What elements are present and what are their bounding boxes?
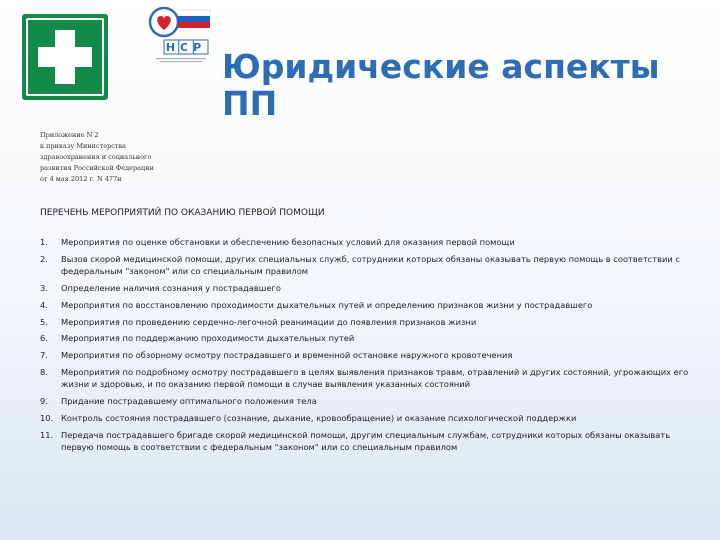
list-item-number: 2. [40,253,48,264]
flag-stripe-white [178,10,210,16]
list-item-text: Мероприятия по восстановлению проходимости дыхательных путей и определению признаков жизни у пострадавшего [61,299,593,310]
list-item-number: 11. [40,429,54,440]
order-line: к приказу Министерства [40,142,126,150]
list-item-text: Определение наличия сознания у пострадавшего [61,282,281,293]
nsr-logo-fineprint [160,61,202,62]
first-aid-cross-icon [22,14,108,100]
list-item-text: Мероприятия по оценке обстановки и обеспечению безопасных условий для оказания первой помощи [61,237,515,247]
nsr-logo-fineprint [156,58,206,59]
list-item-number: 10. [40,413,54,424]
list-item-number: 1. [40,237,48,247]
list-item-text: Мероприятия по поддержанию проходимости дыхательных путей [61,333,355,344]
order-line: Приложение N 2 [40,131,99,139]
list-item-number: 4. [40,299,48,310]
list-item [40,395,690,407]
list-item [40,253,690,277]
list-item [40,282,690,294]
list-item [40,366,690,390]
list-heading: ПЕРЕЧЕНЬ МЕРОПРИЯТИЙ ПО ОКАЗАНИЮ ПЕРВОЙ ПОМОЩИ [40,208,325,218]
list-item [40,349,690,361]
order-line: от 4 мая 2012 г. N 477н [40,175,122,183]
list-item [40,332,690,344]
list-item-text: Придание пострадавшему оптимального положения тела [61,396,317,407]
list-item [40,236,690,248]
measures-list [40,236,690,458]
list-item [40,412,690,424]
list-item [40,429,690,453]
first-aid-cross-horizontal-bar [38,47,92,67]
list-item-number: 5. [40,316,48,327]
list-item-number: 8. [40,367,48,378]
list-item [40,316,690,328]
list-item-number: 7. [40,350,48,361]
list-item-text: Мероприятия по проведению сердечно-легочной реанимации до появления признаков жизни [61,316,477,327]
order-line: здравоохранения и социального [40,153,152,161]
order-reference [40,130,154,185]
list-item-text: Контроль состояния пострадавшего (сознание, дыхание, кровообращение) и оказание психологической поддержки [61,413,577,424]
order-line: развития Российской Федерации [40,164,154,172]
list-item-text: Передача пострадавшего бригаде скорой медицинской помощи, другим специальным службам, сотрудники которых обязаны оказывать первую помощь в соответствии с федеральным "законом" или со специальным правилом [61,429,671,452]
list-item-number: 9. [40,396,48,407]
list-item-number: 6. [40,333,48,344]
list-item-text: Мероприятия по подробному осмотру пострадавшего в целях выявления признаков травм, отравлений и других состояний, угрожающих его жизни и здоровью, и по оказанию первой помощи в случае выявления указанных состояний [61,367,689,390]
flag-stripe-red [178,22,210,28]
list-item-text: Мероприятия по обзорному осмотру пострадавшего и временной остановке наружного кровотечения [61,350,513,361]
list-item [40,299,690,311]
list-item-text: Вызов скорой медицинской помощи, других специальных служб, сотрудники которых обязаны оказывать первую помощь в соответствии с федеральным "законом" или со специальным правилом [61,253,680,276]
nsr-logo [146,4,212,66]
nsr-logo-heart [157,16,171,30]
page-title: Юридические аспекты ПП [222,47,660,123]
flag-stripe-blue [178,16,210,22]
list-item-number: 3. [40,282,48,293]
nsr-logo-letters: НСР [165,41,207,54]
